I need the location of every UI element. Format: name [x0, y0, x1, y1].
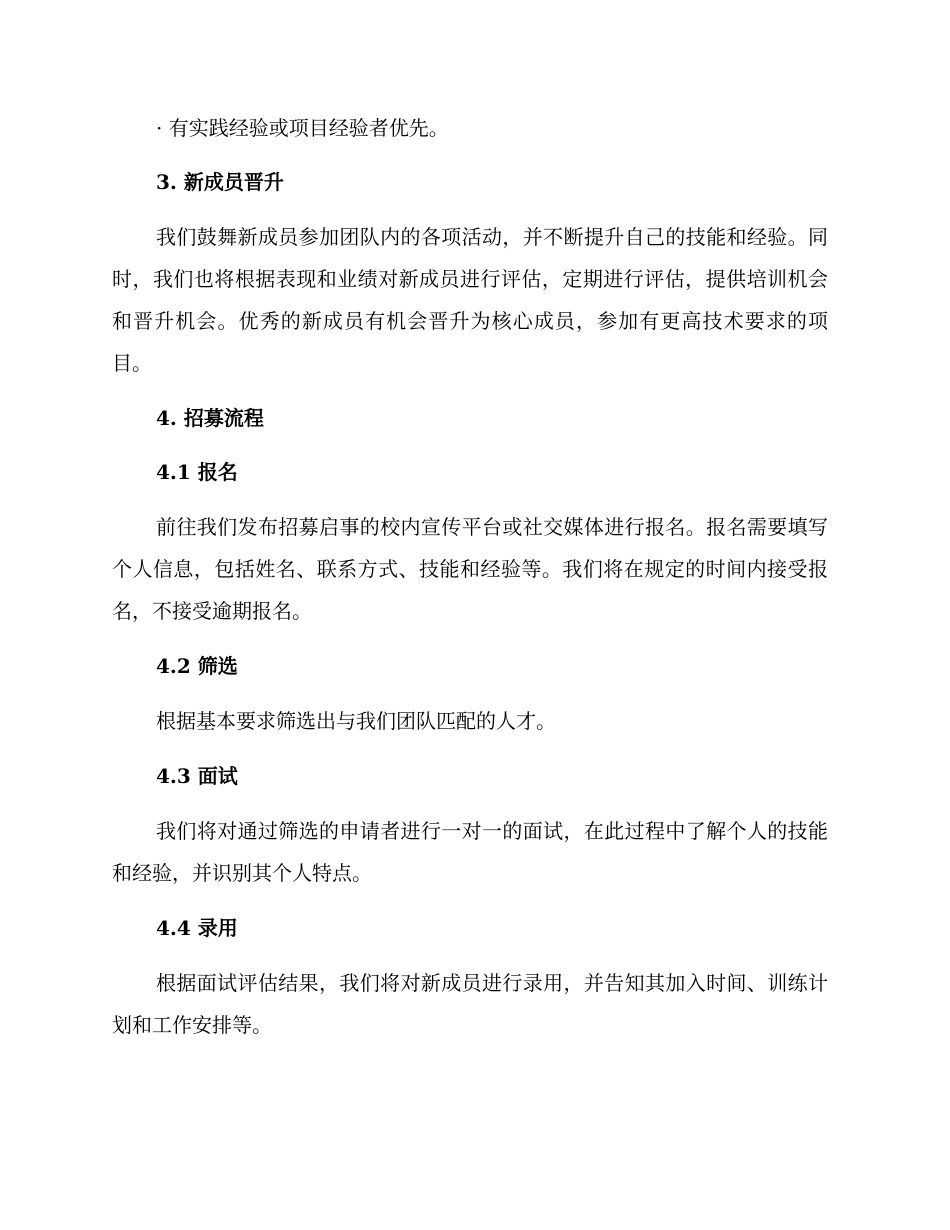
paragraph-screening: 根据基本要求筛选出与我们团队匹配的人才。: [156, 709, 556, 733]
paragraph-hiring: 根据面试评估结果，我们将对新成员进行录用，并告知其加入时间、训练计划和工作安排等。: [112, 971, 828, 1037]
paragraph-signup: 前往我们发布招募启事的校内宣传平台或社交媒体进行报名。报名需要填写个人信息，包括姓名、联系方式、技能和经验等。我们将在规定的时间内接受报名，不接受逾期报名。: [112, 515, 828, 623]
heading-interview: 4.3 面试: [156, 764, 238, 788]
heading-signup: 4.1 报名: [156, 460, 238, 484]
heading-screening: 4.2 筛选: [156, 654, 238, 678]
heading-hiring: 4.4 录用: [156, 916, 238, 940]
document-body: [112, 108, 828, 1060]
heading-recruitment-process: 4. 招募流程: [156, 406, 264, 430]
bullet-practice-experience: · 有实践经验或项目经验者优先。: [156, 116, 449, 140]
paragraph-new-member-promotion: 我们鼓舞新成员参加团队内的各项活动，并不断提升自己的技能和经验。同时，我们也将根据表现和业绩对新成员进行评估，定期进行评估，提供培训机会和晋升机会。优秀的新成员有机会晋升为核心成员，参加有更高技术要求的项目。: [112, 225, 828, 375]
heading-new-member-promotion: 3. 新成员晋升: [156, 170, 284, 194]
paragraph-interview: 我们将对通过筛选的申请者进行一对一的面试，在此过程中了解个人的技能和经验，并识别其个人特点。: [112, 819, 828, 885]
